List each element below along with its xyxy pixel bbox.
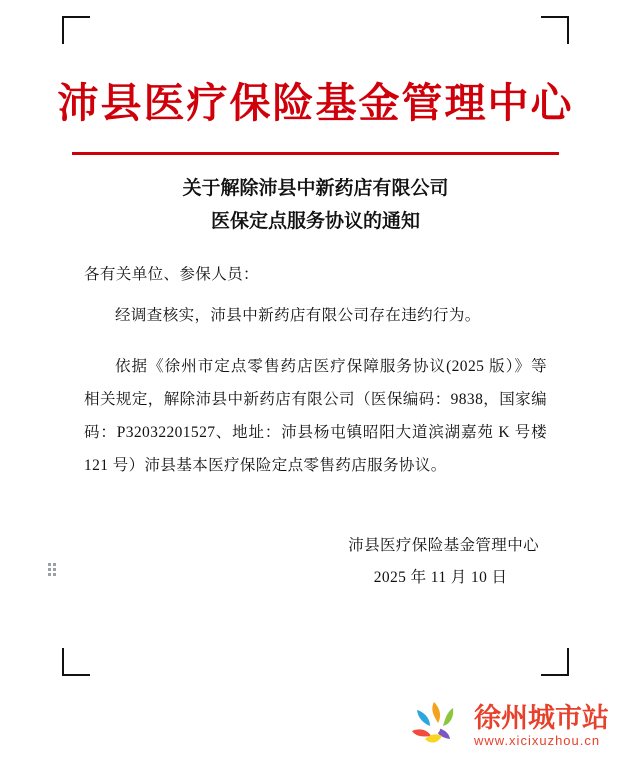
- document-signature: [348, 530, 539, 594]
- document-subject: [90, 172, 541, 238]
- drag-handle-icon[interactable]: [48, 563, 57, 579]
- watermark-name: 徐州城市站: [474, 702, 609, 733]
- subject-line-1: 关于解除沛县中新药店有限公司: [182, 178, 449, 199]
- flower-logo-icon: [404, 698, 466, 752]
- body-paragraph-2: 依据《徐州市定点零售药店医疗保障服务协议(2025 版）》等相关规定，解除沛县中新药店有限公司（医保编码：9838，国家编码：P32032201527、地址：沛县杨屯镇昭阳大道滨湖嘉苑 K 号楼 121 号）沛县基本医疗保险定点零售药店服务协议。: [84, 358, 547, 474]
- watermark-text: [474, 703, 609, 748]
- crop-mark-bottom-right: [541, 648, 569, 676]
- body-paragraph-1: 经调查核实，沛县中新药店有限公司存在违约行为。: [115, 307, 481, 324]
- signature-org: 沛县医疗保险基金管理中心: [348, 537, 539, 554]
- crop-mark-top-right: [541, 16, 569, 44]
- site-watermark: [404, 698, 609, 752]
- red-divider-rule: [72, 152, 559, 155]
- document-body: [84, 258, 547, 482]
- document-org-title: 沛县医疗保险基金管理中心: [57, 80, 574, 126]
- body-salutation: 各有关单位、参保人员：: [84, 266, 259, 283]
- watermark-url: www.xicixuzhou.cn: [474, 732, 601, 748]
- crop-mark-top-left: [62, 16, 90, 44]
- signature-date: 2025 年 11 月 10 日: [373, 569, 508, 586]
- crop-mark-bottom-left: [62, 648, 90, 676]
- subject-line-2: 医保定点服务协议的通知: [210, 211, 420, 232]
